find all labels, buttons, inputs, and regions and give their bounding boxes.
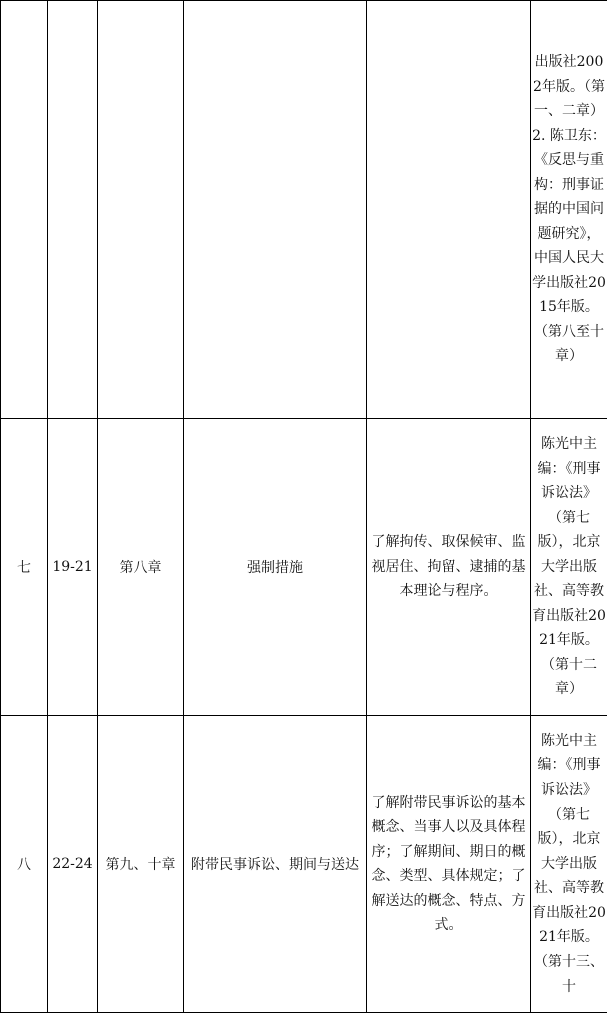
table-row xyxy=(1,419,607,716)
topic-cell xyxy=(184,1,367,419)
chapter-cell xyxy=(98,1,184,419)
reading-cell xyxy=(531,419,607,716)
chapter-cell: 第八章 xyxy=(98,419,184,716)
table-row xyxy=(1,716,607,1013)
chapter-cell: 第九、十章 xyxy=(98,716,184,1013)
learning-goal-cell: 了解附带民事诉讼的基本概念、当事人以及具体程序；了解期间、期日的概念、类型、具体规定；了解送达的概念、特点、方式。 xyxy=(367,716,531,1013)
session-number-cell xyxy=(1,1,48,419)
learning-goal-cell: 了解拘传、取保候审、监视居住、拘留、逮捕的基本理论与程序。 xyxy=(367,419,531,716)
weeks-cell: 19-21 xyxy=(48,419,98,716)
reading-text: 出版社2002年版。（第一、二章）2. 陈卫东：《反思与重构：刑事证据的中国问题研究》，中国人民大学出版社2015年版。（第八至十章） xyxy=(531,50,607,369)
weeks-cell xyxy=(48,1,98,419)
table-row xyxy=(1,1,607,419)
reading-cell xyxy=(531,716,607,1013)
reading-text: 陈光中主编：《刑事诉讼法》（第七版），北京大学出版社、高等教育出版社2021年版。（第十三、十 xyxy=(531,729,607,1000)
topic-cell: 强制措施 xyxy=(184,419,367,716)
reading-text: 陈光中主编：《刑事诉讼法》（第七版），北京大学出版社、高等教育出版社2021年版。（第十二章） xyxy=(531,432,607,702)
session-number-cell: 七 xyxy=(1,419,48,716)
session-number-cell: 八 xyxy=(1,716,48,1013)
reading-cell xyxy=(531,1,607,419)
weeks-cell: 22-24 xyxy=(48,716,98,1013)
topic-cell: 附带民事诉讼、期间与送达 xyxy=(184,716,367,1013)
learning-goal-cell xyxy=(367,1,531,419)
